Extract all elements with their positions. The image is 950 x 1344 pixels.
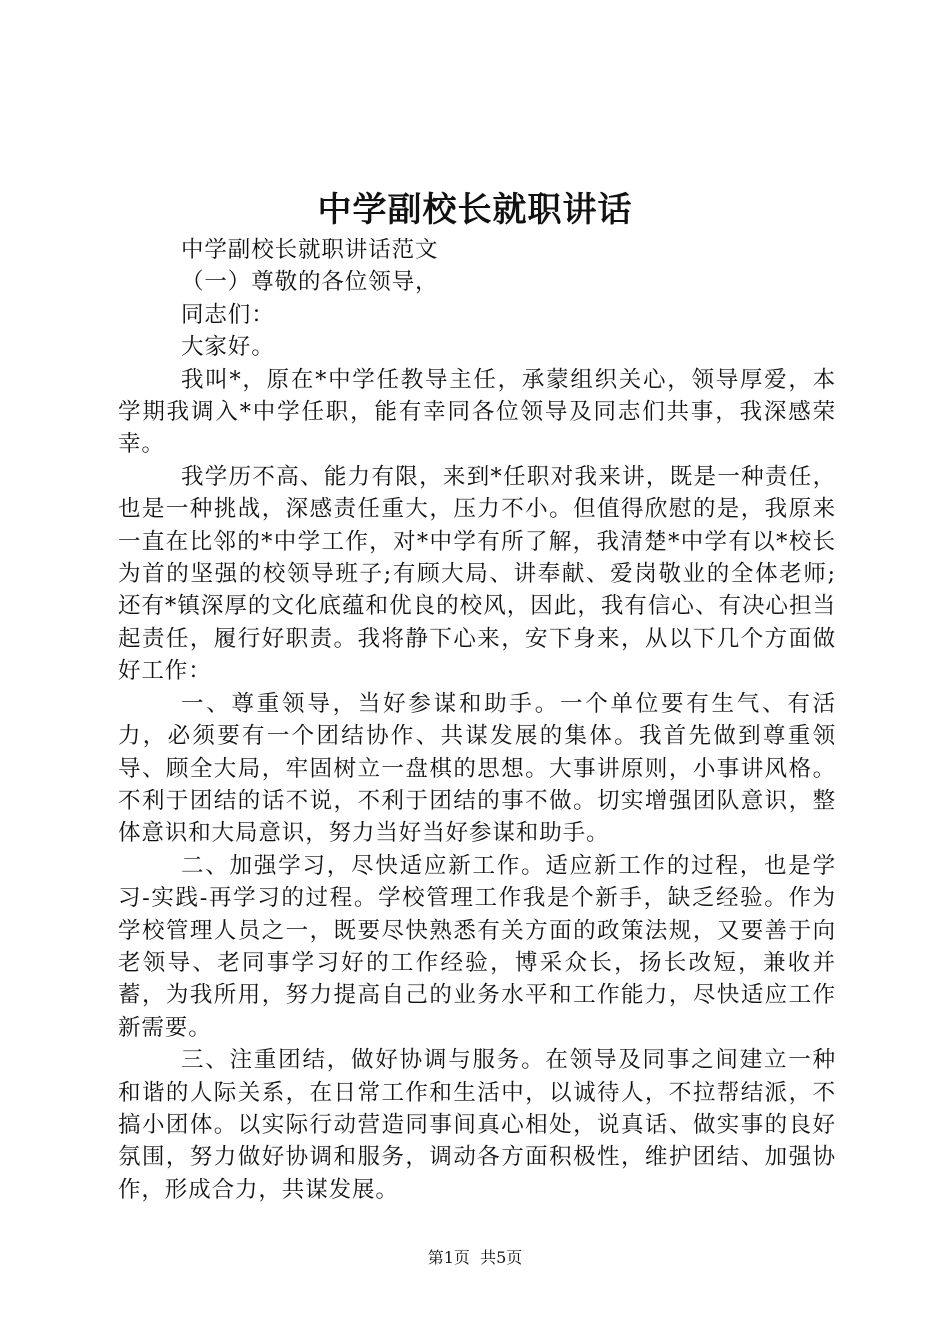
page-footer <box>0 1245 950 1268</box>
document-body <box>118 234 836 1206</box>
paragraph-point-two: 二、加强学习，尽快适应新工作。适应新工作的过程，也是学习-实践-再学习的过程。学校管理工作我是个新手，缺乏经验。作为学校管理人员之一，既要尽快熟悉有关方面的政策法规，又要善于向老领导、老同事学习好的工作经验，博采众长，扬长改短，兼收并蓄，为我所用，努力提高自己的业务水平和工作能力，尽快适应工作新需要。 <box>118 852 836 1041</box>
page-total: 共5页 <box>480 1248 523 1267</box>
paragraph-background: 我学历不高、能力有限，来到*任职对我来讲，既是一种责任，也是一种挑战，深感责任重大，压力不小。但值得欣慰的是，我原来一直在比邻的*中学工作，对*中学有所了解，我清楚*中学有以*校长为首的坚强的校领导班子;有顾大局、讲奉献、爱岗敬业的全体老师;还有*镇深厚的文化底蕴和优良的校风，因此，我有信心、有决心担当起责任，履行好职责。我将静下心来，安下身来，从以下几个方面做好工作： <box>118 463 836 685</box>
paragraph-subtitle: 中学副校长就职讲话范文 <box>181 237 439 263</box>
paragraph-comrades: 同志们： <box>181 301 275 328</box>
paragraph-salutation: （一）尊敬的各位领导， <box>181 269 439 296</box>
page-number: 第1页 <box>427 1248 470 1267</box>
footer-separator <box>470 1248 480 1267</box>
paragraph-greeting: 大家好。 <box>181 334 275 361</box>
paragraph-introduction: 我叫*，原在*中学任教导主任，承蒙组织关心，领导厚爱，本学期我调入*中学任职，能有幸同各位领导及同志们共事，我深感荣幸。 <box>118 366 836 458</box>
document-title: 中学副校长就职讲话 <box>317 190 633 230</box>
paragraph-point-three: 三、注重团结，做好协调与服务。在领导及同事之间建立一种和谐的人际关系，在日常工作和生活中，以诚待人，不拉帮结派，不搞小团体。以实际行动营造同事间真心相处，说真话、做实事的良好氛围，努力做好协调和服务，调动各方面积极性，维护团结、加强协作，形成合力，共谋发展。 <box>118 1047 836 1203</box>
paragraph-point-one: 一、尊重领导，当好参谋和助手。一个单位要有生气、有活力，必须要有一个团结协作、共谋发展的集体。我首先做到尊重领导、顾全大局，牢固树立一盘棋的思想。大事讲原则，小事讲风格。不利于团结的话不说，不利于团结的事不做。切实增强团队意识，整体意识和大局意识，努力当好当好参谋和助手。 <box>118 690 836 847</box>
